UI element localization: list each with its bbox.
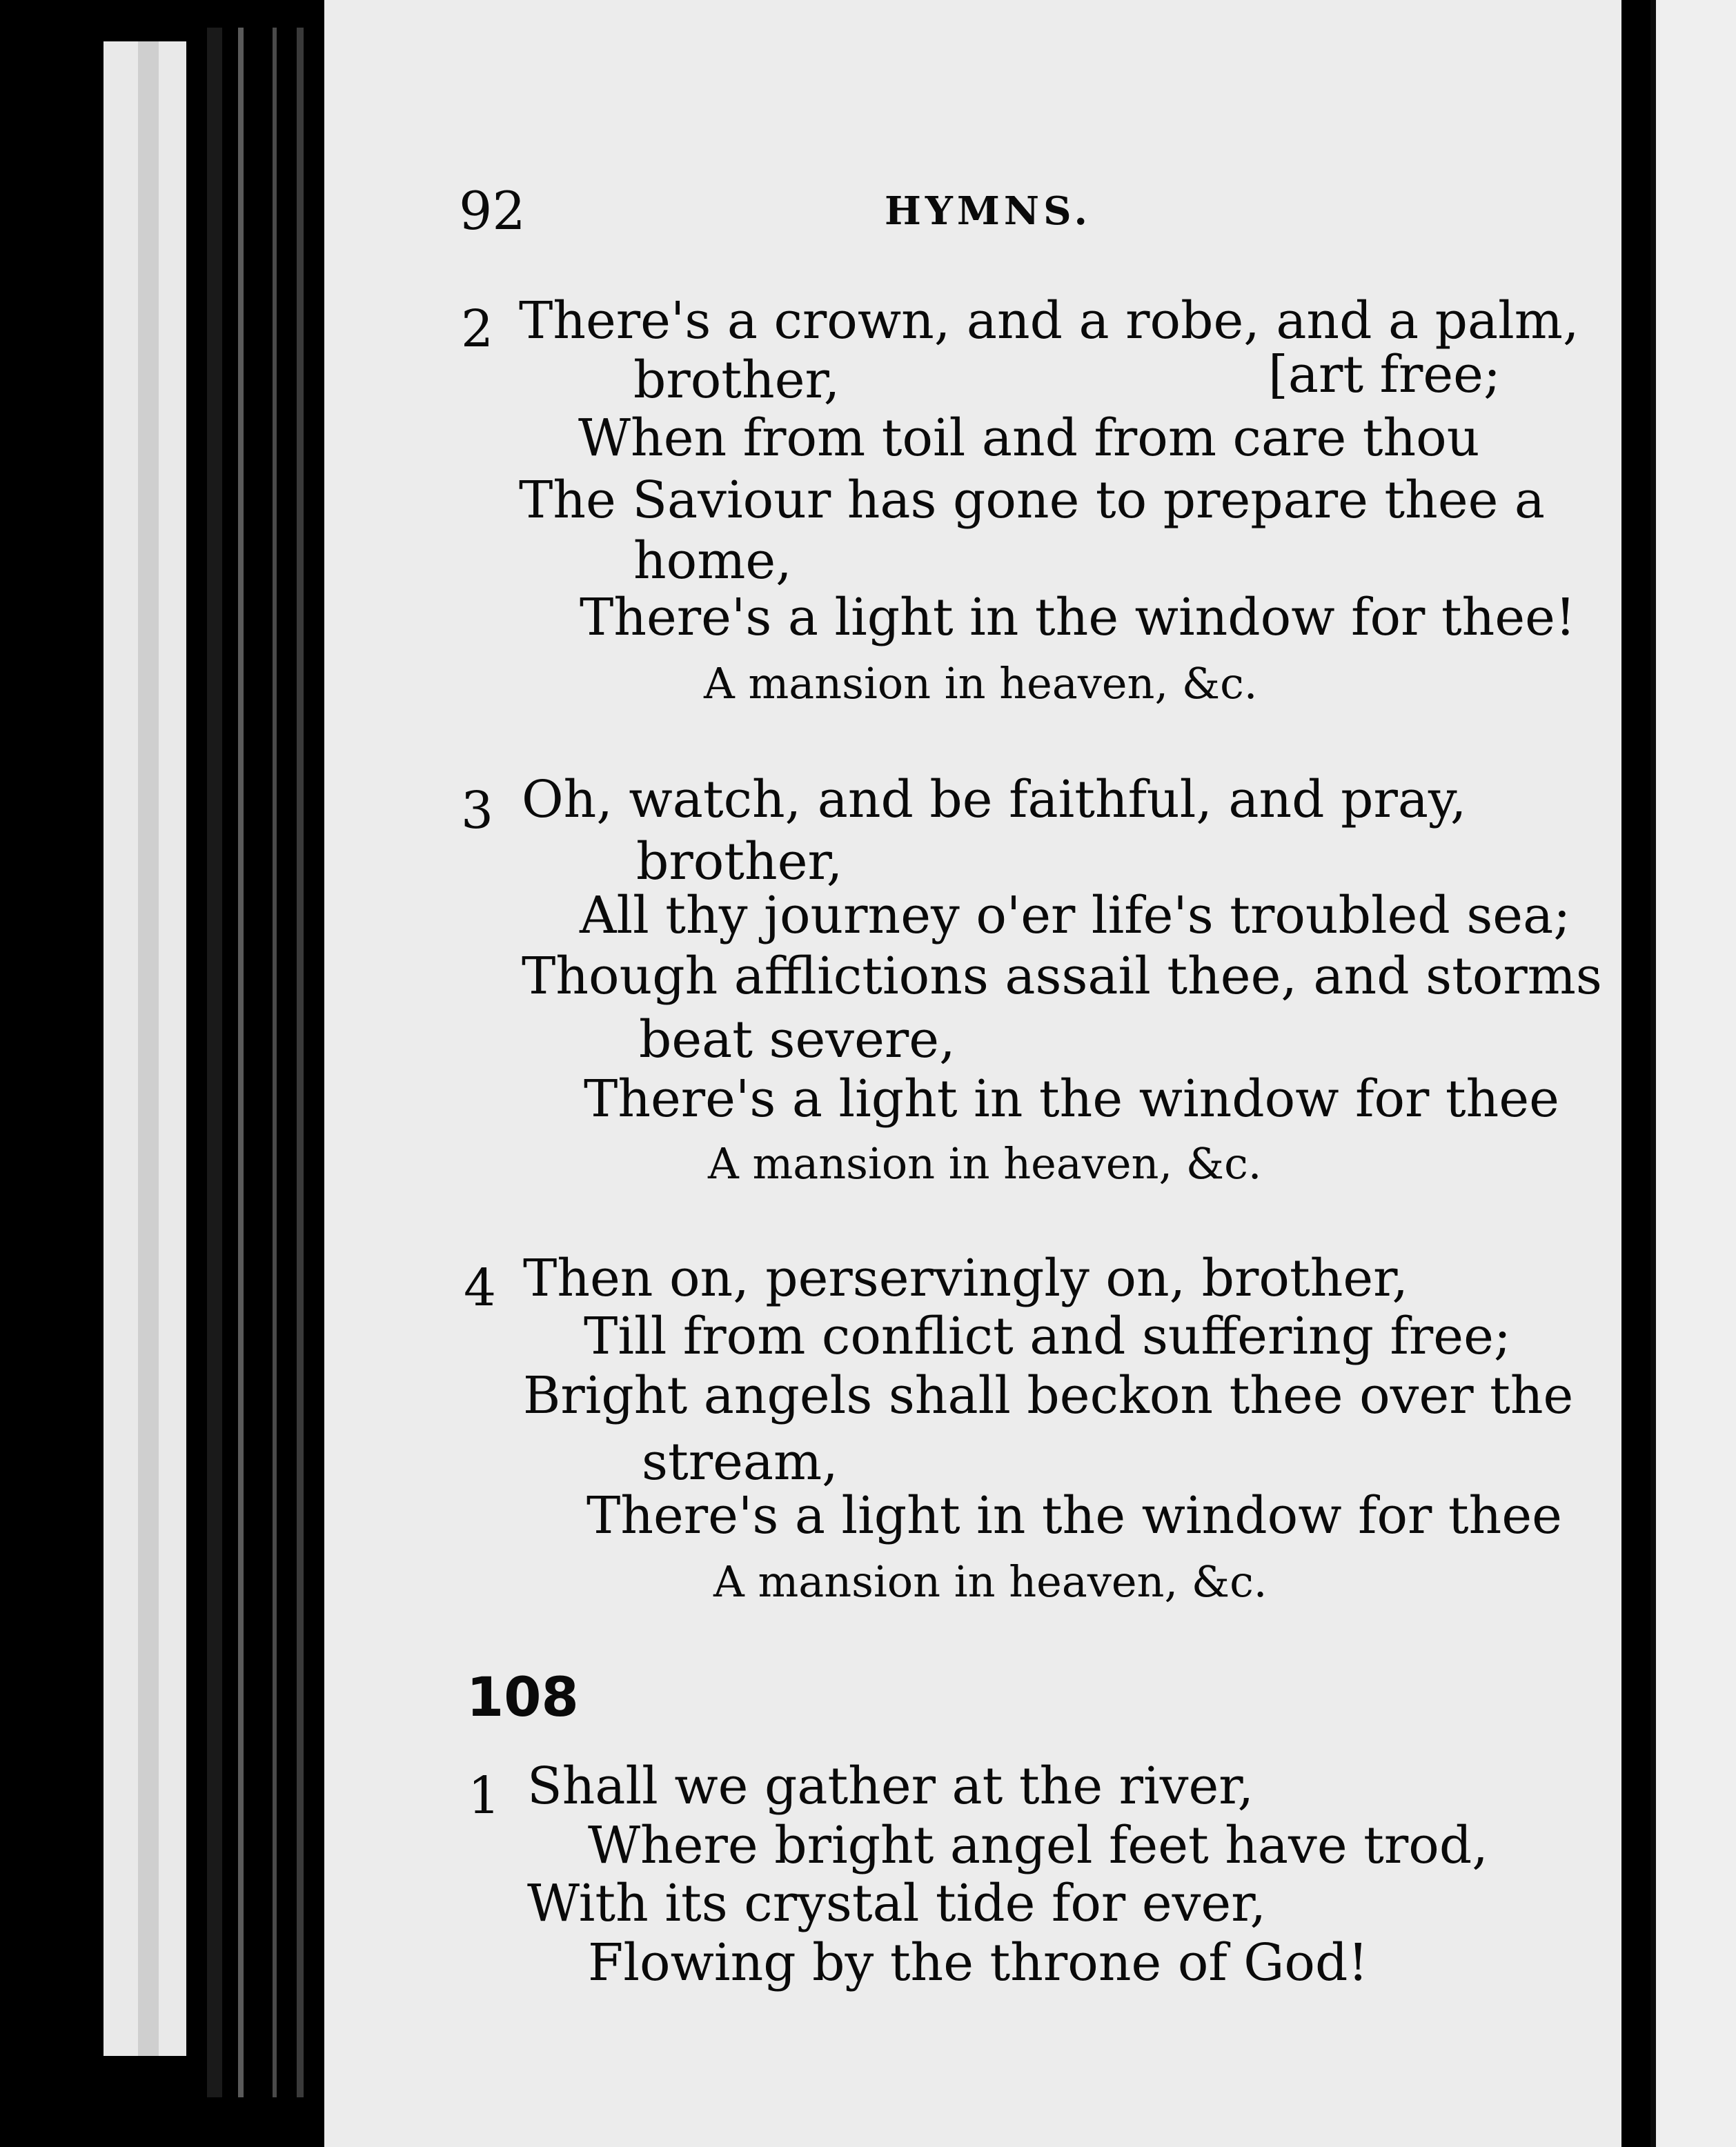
chorus-line: A mansion in heaven, &c. <box>708 1138 1262 1189</box>
binding-line <box>297 28 304 2097</box>
page-edge-shadow <box>138 41 159 2056</box>
verse-line: stream, <box>642 1432 838 1492</box>
verse-line: There's a light in the window for thee <box>584 1069 1559 1129</box>
verse-line: All thy journey o'er life's troubled sea; <box>580 886 1571 945</box>
chorus-line: A mansion in heaven, &c. <box>704 658 1258 709</box>
verse-line: With its crystal tide for ever, <box>527 1874 1266 1933</box>
verse-line: Bright angels shall beckon thee over the <box>523 1366 1574 1425</box>
verse-line: The Saviour has gone to prepare thee a <box>519 471 1546 530</box>
verse-line: Then on, perservingly on, brother, <box>523 1249 1408 1308</box>
verse-line: Shall we gather at the river, <box>527 1757 1254 1816</box>
verse-line: Till from conflict and suffering free; <box>584 1307 1511 1366</box>
chorus-line: A mansion in heaven, &c. <box>713 1556 1268 1607</box>
verse-line: Though afflictions assail thee, and storms <box>522 947 1602 1006</box>
hymn-number: 108 <box>466 1667 579 1729</box>
page-number: 92 <box>459 180 526 241</box>
binding-line <box>238 28 244 2097</box>
verse-line: Flowing by the throne of God! <box>588 1933 1369 1992</box>
verse-line: There's a light in the window for thee <box>586 1486 1562 1545</box>
verse-line: home, <box>633 531 792 591</box>
facing-page-strip <box>1656 0 1736 2147</box>
verse-line: [art free; <box>1268 345 1501 404</box>
verse-line: beat severe, <box>639 1010 956 1069</box>
verse-line: There's a crown, and a robe, and a palm, <box>519 291 1579 350</box>
binding-edge <box>207 28 222 2097</box>
verse-number: 4 <box>464 1258 497 1318</box>
running-head: HYMNS. <box>885 188 1092 234</box>
verse-line: Where bright angel feet have trod, <box>588 1816 1488 1875</box>
verse-line: Oh, watch, and be faithful, and pray, <box>522 770 1467 829</box>
binding-line <box>273 28 277 2097</box>
verse-line: There's a light in the window for thee! <box>580 588 1576 647</box>
verse-line: brother, <box>633 350 840 410</box>
verse-number: 1 <box>468 1766 501 1826</box>
verse-number: 2 <box>461 299 494 359</box>
verse-line: When from toil and from care thou <box>578 408 1480 468</box>
verse-number: 3 <box>461 781 494 840</box>
verse-line: brother, <box>636 832 843 891</box>
